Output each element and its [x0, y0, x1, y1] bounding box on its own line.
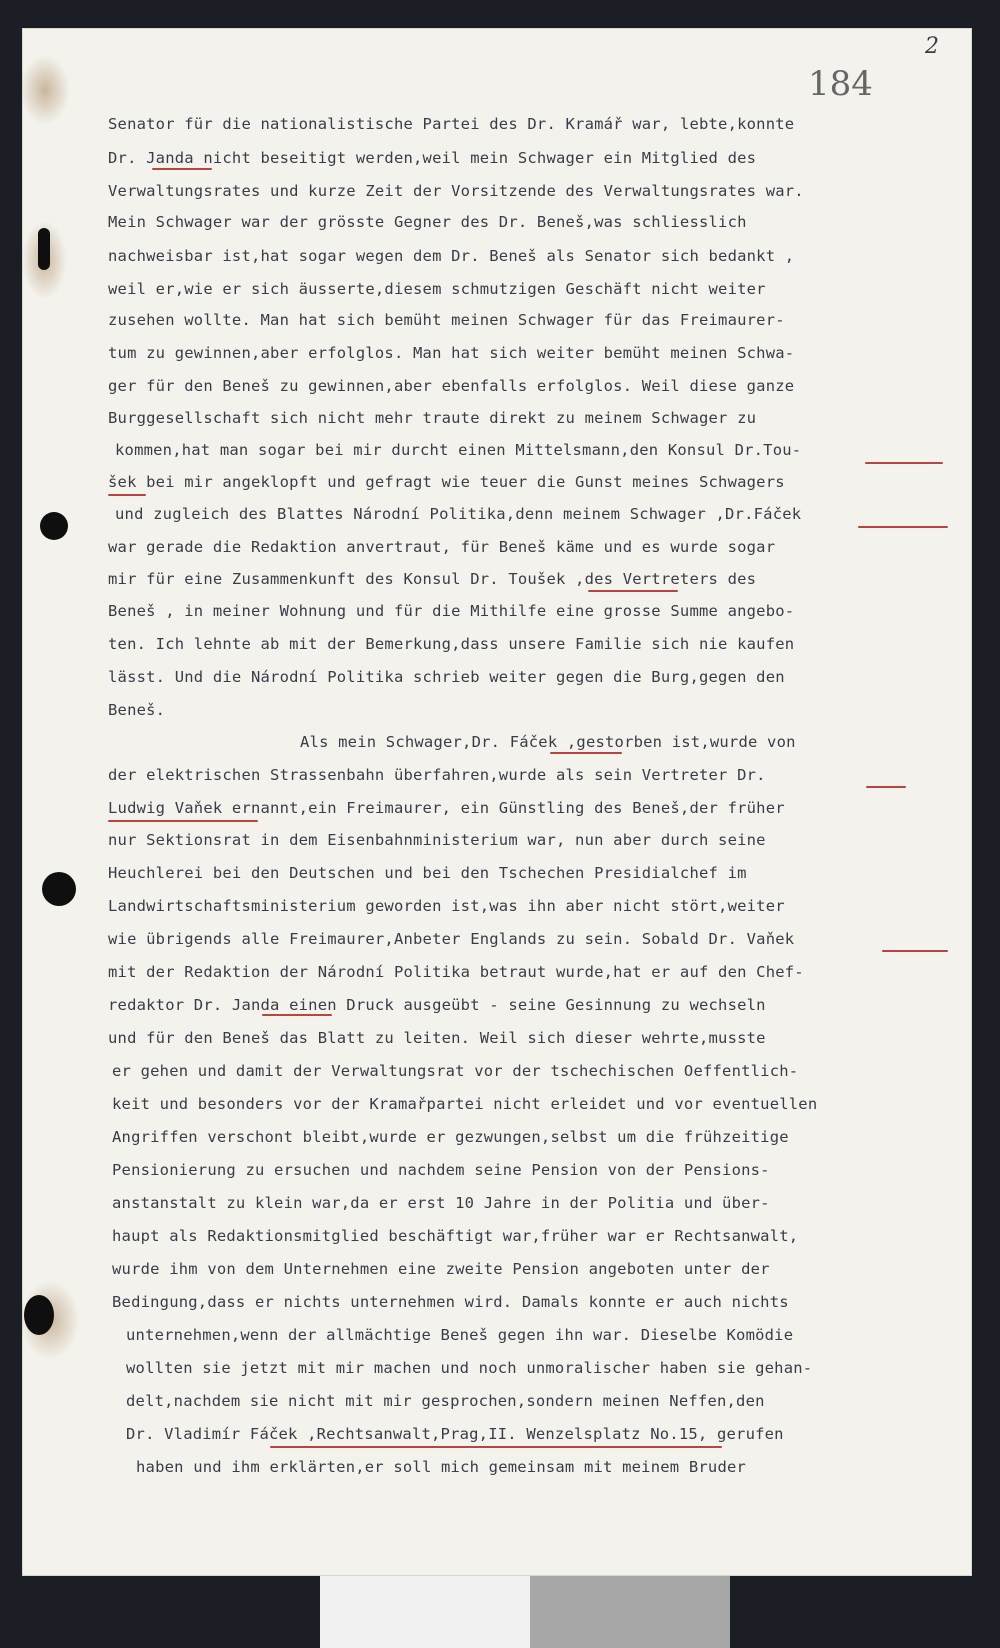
pencil-underline: [588, 590, 678, 592]
folio-number: 184: [808, 64, 873, 104]
pencil-underline: [152, 168, 212, 170]
page-number: 2: [925, 34, 939, 59]
text-line: Heuchlerei bei den Deutschen und bei den Tschechen Presidialchef im: [108, 864, 747, 882]
text-line: haben und ihm erklärten,er soll mich gemeinsam mit meinem Bruder: [136, 1458, 747, 1476]
text-line: Ludwig Vaňek ernannt,ein Freimaurer, ein Günstling des Beneš,der früher: [108, 799, 785, 817]
scan-calibration-strip: [320, 1576, 730, 1648]
text-line: Senator für die nationalistische Partei des Dr. Kramář war, lebte,konnte: [108, 115, 795, 133]
pencil-underline: [858, 526, 948, 528]
text-line: mir für eine Zusammenkunft des Konsul Dr. Toušek ,des Vertreters des: [108, 570, 757, 588]
text-line: nur Sektionsrat in dem Eisenbahnministerium war, nun aber durch seine: [108, 831, 766, 849]
pencil-underline: [108, 820, 258, 822]
punch-hole: [38, 228, 50, 270]
text-line: wurde ihm von dem Unternehmen eine zweite Pension angeboten unter der: [112, 1260, 770, 1278]
text-line: Burggesellschaft sich nicht mehr traute direkt zu meinem Schwager zu: [108, 409, 757, 427]
text-line: er gehen und damit der Verwaltungsrat vor der tschechischen Oeffentlich-: [112, 1062, 799, 1080]
pencil-underline: [270, 1446, 722, 1448]
text-line: war gerade die Redaktion anvertraut, für Beneš käme und es wurde sogar: [108, 538, 776, 556]
text-line: delt,nachdem sie nicht mit mir gesprochen,sondern meinen Neffen,den: [126, 1392, 765, 1410]
text-line: tum zu gewinnen,aber erfolglos. Man hat sich weiter bemüht meinen Schwa-: [108, 344, 795, 362]
text-line: Mein Schwager war der grösste Gegner des Dr. Beneš,was schliesslich: [108, 213, 747, 231]
text-line: nachweisbar ist,hat sogar wegen dem Dr. Beneš als Senator sich bedankt ,: [108, 247, 795, 265]
text-line: weil er,wie er sich äusserte,diesem schmutzigen Geschäft nicht weiter: [108, 280, 766, 298]
punch-hole: [42, 872, 76, 906]
calibration-gray-patch: [530, 1576, 730, 1648]
text-line: der elektrischen Strassenbahn überfahren,wurde als sein Vertreter Dr.: [108, 766, 766, 784]
text-line: ger für den Beneš zu gewinnen,aber ebenfalls erfolglos. Weil diese ganze: [108, 377, 795, 395]
text-line: Beneš , in meiner Wohnung und für die Mithilfe eine grosse Summe angebo-: [108, 602, 795, 620]
text-line: keit und besonders vor der Kramařpartei nicht erleidet und vor eventuellen: [112, 1095, 818, 1113]
text-line: und zugleich des Blattes Národní Politika,denn meinem Schwager ,Dr.Fáček: [115, 505, 802, 523]
text-line: mit der Redaktion der Národní Politika betraut wurde,hat er auf den Chef-: [108, 963, 804, 981]
text-line: und für den Beneš das Blatt zu leiten. Weil sich dieser wehrte,musste: [108, 1029, 766, 1047]
pencil-underline: [108, 494, 146, 496]
text-line: Pensionierung zu ersuchen und nachdem seine Pension von der Pensions-: [112, 1161, 770, 1179]
pencil-underline: [882, 950, 948, 952]
rust-stain: [20, 55, 70, 125]
text-line: unternehmen,wenn der allmächtige Beneš gegen ihn war. Dieselbe Komödie: [126, 1326, 794, 1344]
text-line: haupt als Redaktionsmitglied beschäftigt war,früher war er Rechtsanwalt,: [112, 1227, 799, 1245]
pencil-underline: [550, 752, 622, 754]
pencil-underline: [866, 786, 906, 788]
pencil-underline: [865, 462, 943, 464]
text-line: kommen,hat man sogar bei mir durcht einen Mittelsmann,den Konsul Dr.Tou-: [115, 441, 802, 459]
text-line: Angriffen verschont bleibt,wurde er gezwungen,selbst um die frühzeitige: [112, 1128, 789, 1146]
text-line: redaktor Dr. Janda einen Druck ausgeübt - seine Gesinnung zu wechseln: [108, 996, 766, 1014]
text-line: Bedingung,dass er nichts unternehmen wird. Damals konnte er auch nichts: [112, 1293, 789, 1311]
punch-hole: [40, 512, 68, 540]
text-line: zusehen wollte. Man hat sich bemüht meinen Schwager für das Freimaurer-: [108, 311, 785, 329]
pencil-underline: [262, 1014, 332, 1016]
text-line: lässt. Und die Národní Politika schrieb weiter gegen die Burg,gegen den: [108, 668, 785, 686]
calibration-white-patch: [320, 1576, 530, 1648]
text-line: wollten sie jetzt mit mir machen und noch unmoralischer haben sie gehan-: [126, 1359, 813, 1377]
text-line: Als mein Schwager,Dr. Fáček ,gestorben ist,wurde von: [300, 733, 796, 751]
text-line: anstanstalt zu klein war,da er erst 10 Jahre in der Politia und über-: [112, 1194, 770, 1212]
text-line: šek bei mir angeklopft und gefragt wie teuer die Gunst meines Schwagers: [108, 473, 785, 491]
punch-hole: [24, 1295, 54, 1335]
text-line: Dr. Vladimír Fáček ,Rechtsanwalt,Prag,II. Wenzelsplatz No.15, gerufen: [126, 1425, 784, 1443]
text-line: wie übrigends alle Freimaurer,Anbeter Englands zu sein. Sobald Dr. Vaňek: [108, 930, 795, 948]
text-line: Dr. Janda nicht beseitigt werden,weil mein Schwager ein Mitglied des: [108, 149, 757, 167]
text-line: Landwirtschaftsministerium geworden ist,was ihn aber nicht stört,weiter: [108, 897, 785, 915]
text-line: ten. Ich lehnte ab mit der Bemerkung,dass unsere Familie sich nie kaufen: [108, 635, 795, 653]
text-line: Verwaltungsrates und kurze Zeit der Vorsitzende des Verwaltungsrates war.: [108, 182, 804, 200]
text-line: Beneš.: [108, 701, 166, 719]
